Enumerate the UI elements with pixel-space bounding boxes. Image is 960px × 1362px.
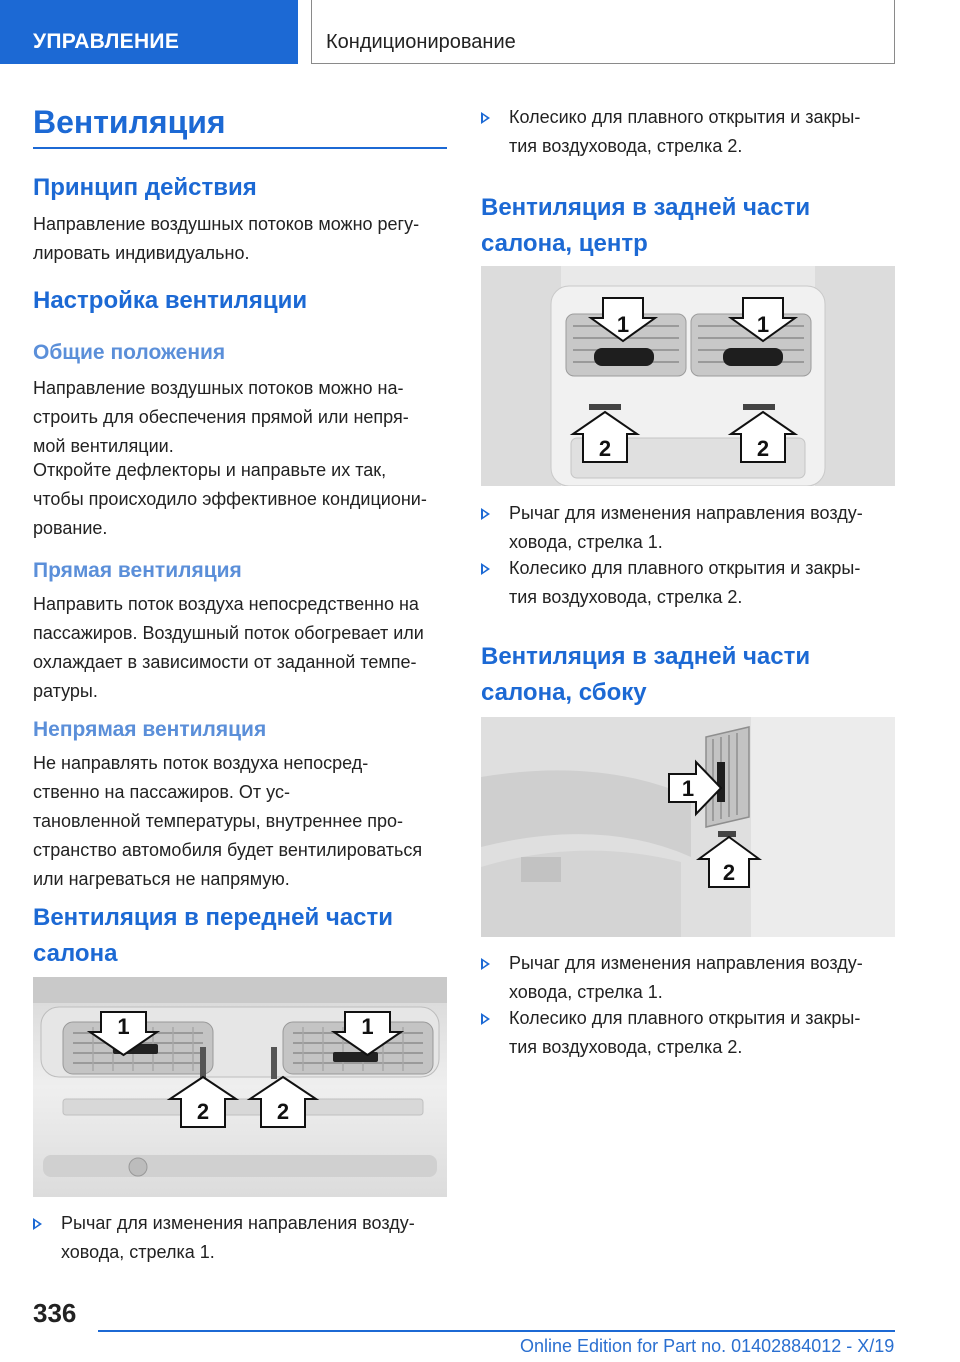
- front-heading: [33, 900, 393, 972]
- indirect-text: [33, 749, 453, 894]
- setting-heading: Настройка вентиляции: [33, 287, 308, 314]
- text-line: тия воздуховода, стрелка 2.: [509, 1037, 743, 1057]
- arrow-label: 2: [276, 1099, 290, 1124]
- rear-center-bullet-1: [481, 499, 909, 557]
- right-top-bullet: [481, 103, 909, 161]
- heading-line: салона, сбоку: [481, 679, 647, 706]
- text-line: ховода, стрелка 1.: [61, 1242, 215, 1262]
- text-line: Рычаг для изменения направления возду-: [509, 503, 863, 523]
- text-line: или нагреваться не напрямую.: [33, 869, 290, 889]
- text-line: чтобы происходило эффективное кондициони-: [33, 489, 427, 509]
- text-line: пассажиров. Воздушный поток обогревает или: [33, 623, 424, 643]
- arrow-label: 1: [616, 312, 630, 337]
- text-line: Не направлять поток воздуха непосред-: [33, 753, 369, 773]
- rear-center-heading: [481, 190, 810, 262]
- text-line: тановленной температуры, внутреннее про-: [33, 811, 404, 831]
- principle-heading: Принцип действия: [33, 174, 257, 201]
- heading-line: Вентиляция в задней части: [481, 194, 811, 221]
- indirect-heading: Непрямая вентиляция: [33, 718, 267, 741]
- text-line: охлаждает в зависимости от заданной темпе-: [33, 652, 417, 672]
- rear-side-heading: [481, 639, 810, 711]
- text-line: Рычаг для изменения направления возду-: [509, 953, 863, 973]
- arrow-label: 1: [361, 1014, 374, 1039]
- direct-heading: Прямая вентиляция: [33, 559, 242, 582]
- rear-side-vent-figure: [481, 717, 895, 937]
- front-bullet-1: [33, 1209, 461, 1267]
- text-line: Откройте дефлекторы и направьте их так,: [33, 460, 387, 480]
- arrow-label: 1: [681, 776, 695, 801]
- text-line: Колесико для плавного открытия и закры-: [509, 1008, 861, 1028]
- text-line: ственно на пассажиров. От ус-: [33, 782, 290, 802]
- bullet-triangle-icon: [481, 508, 490, 520]
- text-line: Направление воздушных потоков можно регу-: [33, 214, 420, 234]
- text-line: Рычаг для изменения направления возду-: [61, 1213, 415, 1233]
- bullet-triangle-icon: [481, 1013, 490, 1025]
- text-line: Колесико для плавного открытия и закры-: [509, 558, 861, 578]
- title-rule: [33, 147, 447, 149]
- text-line: строить для обеспечения прямой или непря-: [33, 407, 409, 427]
- bullet-triangle-icon: [33, 1218, 42, 1230]
- rear-center-vents-figure: [481, 266, 895, 486]
- arrow-label: 1: [117, 1014, 130, 1039]
- bullet-triangle-icon: [481, 112, 490, 124]
- page-title: Вентиляция: [33, 104, 226, 140]
- rear-side-bullet-1: [481, 949, 909, 1007]
- chapter-title: Кондиционирование: [326, 31, 516, 53]
- text-line: ратуры.: [33, 681, 98, 701]
- text-line: лировать индивидуально.: [33, 243, 250, 263]
- arrow-label: 1: [756, 312, 770, 337]
- direct-text: [33, 590, 453, 706]
- text-line: мой вентиляции.: [33, 436, 174, 456]
- section-label: УПРАВЛЕНИЕ: [33, 30, 180, 53]
- text-line: тия воздуховода, стрелка 2.: [509, 587, 743, 607]
- arrow-label: 2: [196, 1099, 210, 1124]
- arrow-label: 2: [722, 860, 736, 885]
- general-heading: Общие положения: [33, 341, 226, 364]
- footer-rule: [98, 1330, 895, 1332]
- heading-line: салона, центр: [481, 230, 648, 257]
- principle-text: [33, 210, 453, 268]
- text-line: рование.: [33, 518, 108, 538]
- text-line: ховода, стрелка 1.: [509, 532, 663, 552]
- rear-center-bullet-2: [481, 554, 909, 612]
- front-vents-figure: [33, 977, 447, 1197]
- arrow-label: 2: [756, 436, 770, 461]
- text-line: ховода, стрелка 1.: [509, 982, 663, 1002]
- general-paragraph-1: [33, 374, 453, 461]
- heading-line: салона: [33, 940, 118, 967]
- section-tab: [0, 0, 298, 64]
- heading-line: Вентиляция в передней части: [33, 904, 394, 931]
- text-line: Направление воздушных потоков можно на-: [33, 378, 404, 398]
- arrow-label: 2: [598, 436, 612, 461]
- heading-line: Вентиляция в задней части: [481, 643, 811, 670]
- text-line: странство автомобиля будет вентилироваться: [33, 840, 423, 860]
- rear-side-bullet-2: [481, 1004, 909, 1062]
- general-paragraph-2: [33, 456, 453, 543]
- text-line: Колесико для плавного открытия и закры-: [509, 107, 861, 127]
- bullet-triangle-icon: [481, 563, 490, 575]
- text-line: тия воздуховода, стрелка 2.: [509, 136, 743, 156]
- edition-note: Online Edition for Part no. 01402884012 - X/19: [520, 1336, 895, 1356]
- page-number: 336: [33, 1298, 77, 1328]
- text-line: Направить поток воздуха непосредственно на: [33, 594, 419, 614]
- bullet-triangle-icon: [481, 958, 490, 970]
